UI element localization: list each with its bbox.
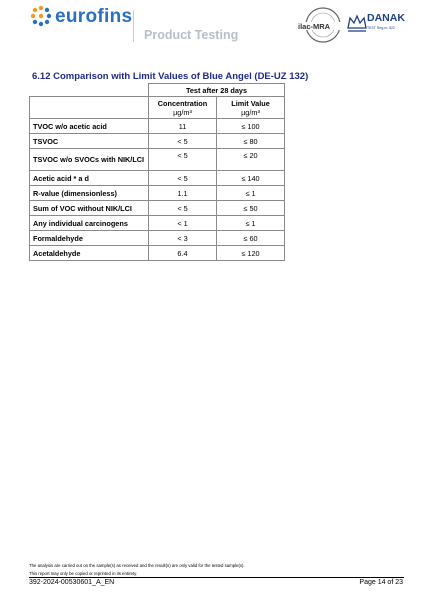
column-header-limit (217, 97, 285, 119)
brand-subtitle: Product Testing (144, 28, 239, 42)
concentration-value: < 5 (149, 201, 217, 216)
footer-divider (29, 577, 404, 578)
limit-value: ≤ 120 (217, 246, 285, 261)
limit-values-table (29, 83, 285, 261)
danak-registration: TEST Reg.nr. 522 (367, 26, 395, 30)
section-title: 6.12 Comparison with Limit Values of Blue Angel (DE-UZ 132) (32, 71, 309, 82)
limit-value: ≤ 20 (217, 149, 285, 171)
table-row (30, 149, 285, 171)
limit-value: ≤ 1 (217, 216, 285, 231)
limit-value: ≤ 50 (217, 201, 285, 216)
row-label: TVOC w/o acetic acid (30, 119, 149, 134)
danak-name: DANAK (367, 12, 405, 24)
table-row (30, 201, 285, 216)
table-row (30, 216, 285, 231)
limit-value: ≤ 1 (217, 186, 285, 201)
concentration-value: < 5 (149, 149, 217, 171)
document-id: 392-2024-00530601_A_EN (29, 579, 115, 586)
table-column-header-row (30, 97, 285, 119)
column-header-concentration (149, 97, 217, 119)
concentration-value: < 5 (149, 171, 217, 186)
concentration-value: 6.4 (149, 246, 217, 261)
ilac-mra-logo-icon (296, 6, 342, 44)
concentration-value: 1.1 (149, 186, 217, 201)
row-label: Any individual carcinogens (30, 216, 149, 231)
footer-copy-notice: This report may only be copied or reprinted in its entirety. (29, 571, 138, 576)
limit-value: ≤ 80 (217, 134, 285, 149)
table-row (30, 231, 285, 246)
table-corner-cell (30, 84, 149, 97)
table-corner-cell-2 (30, 97, 149, 119)
column-label: Concentration (157, 98, 208, 108)
table-row (30, 171, 285, 186)
row-label: Formaldehyde (30, 231, 149, 246)
group-header: Test after 28 days (149, 84, 285, 97)
concentration-value: < 5 (149, 134, 217, 149)
row-label: TSVOC w/o SVOCs with NIK/LCI (30, 149, 149, 171)
column-unit: µg/m³ (241, 107, 260, 117)
row-label: TSVOC (30, 134, 149, 149)
table-row (30, 246, 285, 261)
row-label: R-value (dimensionless) (30, 186, 149, 201)
footer-disclaimer: The analysis are carried out on the sample(s) as received and the result(s) are only valid for the tested sample(s). (29, 563, 245, 568)
row-label: Acetic acid * a d (30, 171, 149, 186)
ilac-mra-label: ilac-MRA (298, 22, 331, 31)
table-row (30, 134, 285, 149)
concentration-value: < 1 (149, 216, 217, 231)
page-number: Page 14 of 23 (359, 579, 403, 586)
column-unit: µg/m³ (173, 107, 192, 117)
concentration-value: 11 (149, 119, 217, 134)
table-row (30, 186, 285, 201)
limit-value: ≤ 60 (217, 231, 285, 246)
limit-value: ≤ 100 (217, 119, 285, 134)
brand-divider (133, 10, 134, 42)
eurofins-logo-icon (30, 5, 52, 27)
concentration-value: < 3 (149, 231, 217, 246)
limit-value: ≤ 140 (217, 171, 285, 186)
row-label: Acetaldehyde (30, 246, 149, 261)
row-label: Sum of VOC without NIK/LCI (30, 201, 149, 216)
column-label: Limit Value (231, 98, 270, 108)
brand-name: eurofins (55, 6, 133, 27)
table-row (30, 119, 285, 134)
table-group-header-row (30, 84, 285, 97)
